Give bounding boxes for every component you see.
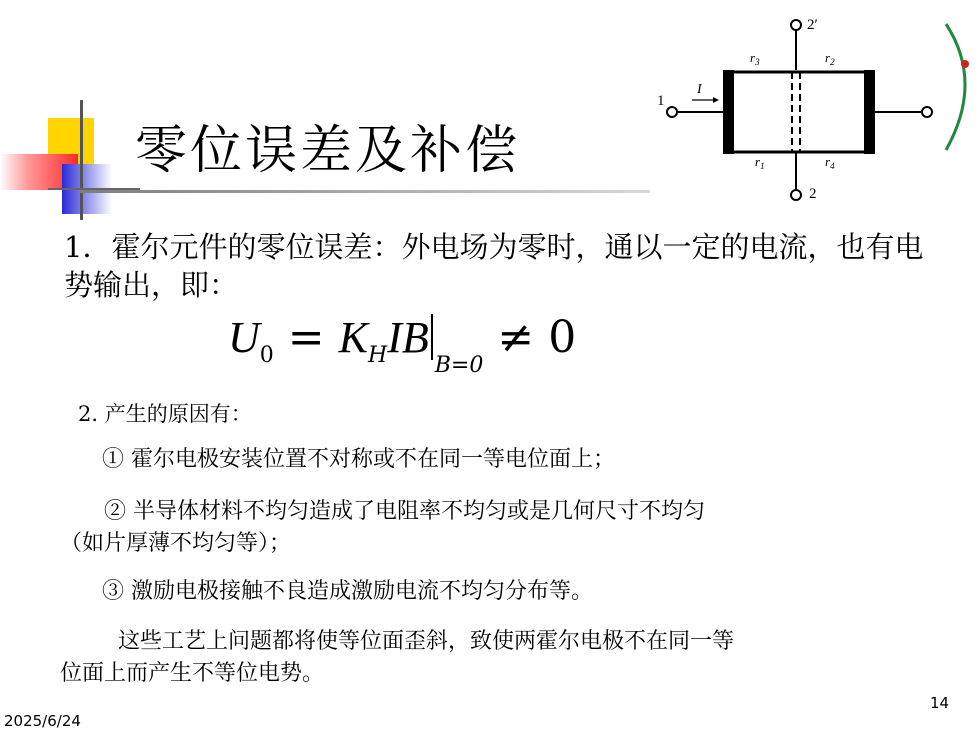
formula-condition: B=0 xyxy=(434,352,484,378)
resistor-r1-label: $r_1$ xyxy=(755,154,765,171)
flower-icon xyxy=(961,60,969,68)
slide-title: 零位误差及补偿 xyxy=(135,121,521,181)
page-number: 14 xyxy=(930,694,950,712)
terminal-right-icon xyxy=(922,107,932,117)
cause-3-text: ③ 激励电极接触不良造成激励电流不均匀分布等。 xyxy=(102,579,593,604)
slide-date: 2025/6/24 xyxy=(4,712,81,730)
formula-ib: IB xyxy=(387,313,429,362)
cause-2-line-2: （如片厚薄不均匀等）； xyxy=(60,531,292,556)
summary-line-2: 位面上而产生不等位电势。 xyxy=(60,661,325,686)
title-decoration xyxy=(0,100,140,220)
current-label: I xyxy=(697,82,702,97)
terminal-2-prime-icon xyxy=(791,20,801,30)
formula-u-sub: 0 xyxy=(259,342,274,368)
cause-2-line-1: ② 半导体材料不均匀造成了电阻率不均匀或是几何尺寸不均匀 xyxy=(104,499,705,524)
resistor-r3-label: $r_3$ xyxy=(750,50,760,67)
formula-eval-bar xyxy=(431,314,433,360)
formula-neq: ≠ 0 xyxy=(497,312,577,363)
title-underline xyxy=(80,190,650,193)
deco-vertical-line xyxy=(80,100,83,220)
terminal-2-label: 2 xyxy=(809,186,817,202)
summary-line-1: 这些工艺上问题都将使等位面歪斜，致使两霍尔电极不在同一等 xyxy=(118,629,735,654)
hall-element-diagram xyxy=(655,8,945,208)
right-electrode xyxy=(864,70,875,154)
current-arrow-icon xyxy=(713,97,719,103)
left-electrode xyxy=(723,70,734,154)
point-2-text: 2. 产生的原因有： xyxy=(78,402,252,426)
point-1-text: 1．霍尔元件的零位误差：外电场为零时，通以一定的电流，也有电势输出，即： xyxy=(64,230,924,302)
terminal-2-prime-label: 2′ xyxy=(807,17,818,33)
zero-error-formula xyxy=(228,312,577,378)
formula-u: U xyxy=(228,313,260,362)
terminal-1-icon xyxy=(667,107,677,117)
formula-k: K xyxy=(338,313,369,362)
formula-k-sub: H xyxy=(368,342,388,368)
terminal-1-label: 1 xyxy=(657,93,665,109)
formula-equals: = xyxy=(287,312,325,363)
resistor-r4-label: $r_4$ xyxy=(825,154,835,171)
resistor-r2-label: $r_2$ xyxy=(825,50,835,67)
edge-arc-decoration xyxy=(944,22,980,152)
cause-1-text: ① 霍尔电极安装位置不对称或不在同一等电位面上； xyxy=(102,447,615,472)
terminal-2-icon xyxy=(791,190,801,200)
